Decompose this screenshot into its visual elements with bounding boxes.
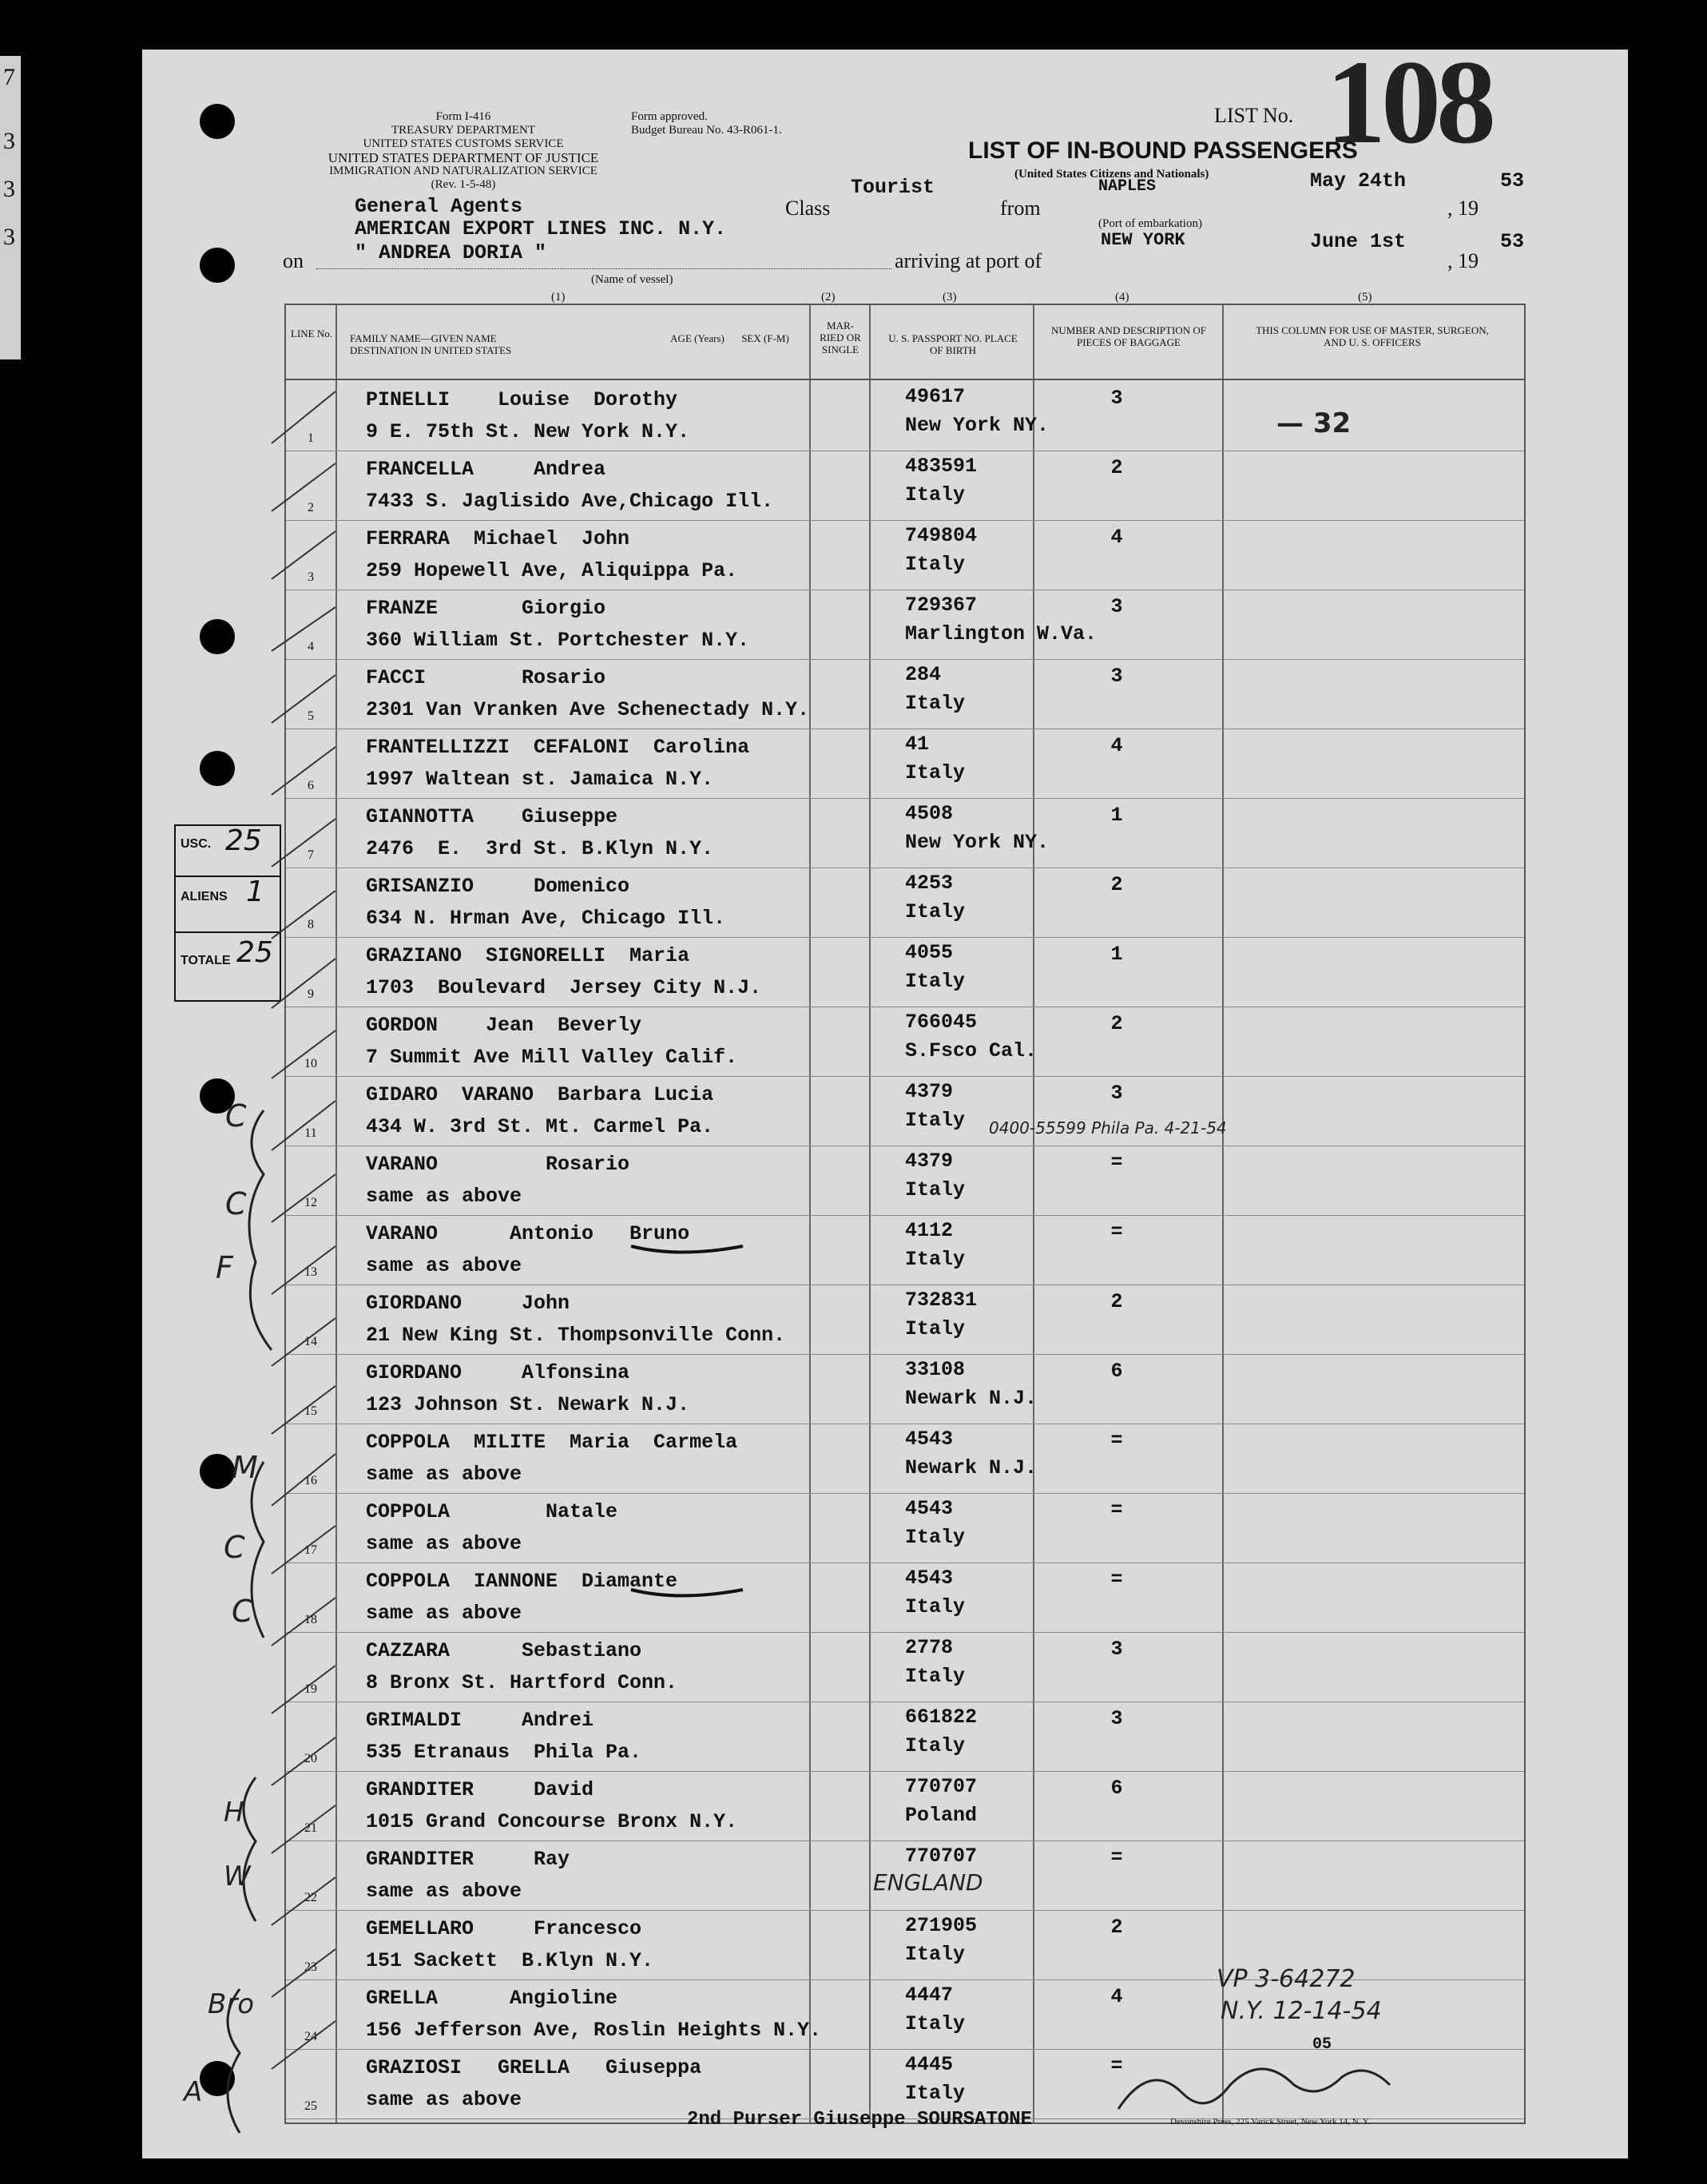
- header-age: AGE (Years): [670, 332, 724, 344]
- total-value: 25: [236, 936, 273, 969]
- baggage-count: =: [1110, 1846, 1123, 1869]
- place-of-birth: Italy: [905, 1248, 966, 1271]
- baggage-count: =: [1110, 1499, 1123, 1522]
- line-number: 25: [304, 2099, 317, 2113]
- passport-number: 284: [905, 663, 942, 686]
- passport-number: 766045: [905, 1011, 978, 1034]
- passenger-name: GIDARO VARANO Barbara Lucia: [366, 1083, 714, 1106]
- line-number: 12: [304, 1196, 317, 1209]
- baggage-count: 1: [1110, 804, 1123, 827]
- place-of-birth: Italy: [905, 1317, 966, 1340]
- passenger-name: COPPOLA MILITE Maria Carmela: [366, 1431, 738, 1454]
- passenger-name: FRANCELLA Andrea: [366, 458, 606, 481]
- passenger-name: FERRARA Michael John: [366, 527, 630, 550]
- page-title: LIST OF IN-BOUND PASSENGERS: [968, 137, 1358, 164]
- form-rev: (Rev. 1-5-48): [431, 178, 496, 191]
- baggage-count: 3: [1110, 1707, 1123, 1730]
- passport-number: 4543: [905, 1497, 954, 1520]
- header-passport: U. S. PASSPORT NO. PLACE OF BIRTH: [888, 332, 1018, 356]
- passport-number: 749804: [905, 524, 978, 547]
- line-number: 1: [308, 431, 314, 445]
- line-number: 7: [308, 848, 314, 862]
- passport-number: 4253: [905, 872, 954, 895]
- baggage-count: 4: [1110, 734, 1123, 757]
- page-subtitle: (United States Citizens and Nationals): [1014, 168, 1209, 181]
- passport-number: 729367: [905, 594, 978, 617]
- passenger-destination: 1997 Waltean st. Jamaica N.Y.: [366, 768, 714, 791]
- line-number: 3: [308, 570, 314, 584]
- svg-text:W: W: [224, 1860, 251, 1892]
- svg-text:C: C: [232, 1594, 253, 1629]
- baggage-count: 6: [1110, 1360, 1123, 1383]
- place-of-birth: Italy: [905, 1526, 966, 1549]
- arrive-year-prefix: , 19: [1447, 249, 1479, 272]
- line-number: 15: [304, 1404, 317, 1418]
- passenger-destination: 7433 S. Jaglisido Ave,Chicago Ill.: [366, 490, 774, 513]
- vessel-name: " ANDREA DORIA ": [355, 241, 547, 264]
- place-of-birth: Newark N.J.: [905, 1456, 1038, 1479]
- passenger-name: GRISANZIO Domenico: [366, 875, 630, 898]
- passenger-destination: 156 Jefferson Ave, Roslin Heights N.Y.: [366, 2019, 822, 2042]
- passport-number: 4112: [905, 1219, 954, 1242]
- place-of-birth: Poland: [905, 1804, 978, 1827]
- line-number: 2: [308, 501, 314, 514]
- aliens-label: ALIENS: [181, 890, 228, 903]
- passenger-destination: 360 William St. Portchester N.Y.: [366, 629, 750, 652]
- form-ins: IMMIGRATION AND NATURALIZATION SERVICE: [329, 165, 597, 177]
- svg-text:H: H: [224, 1797, 244, 1829]
- place-of-birth: Italy: [905, 1109, 966, 1132]
- passenger-destination: 259 Hopewell Ave, Aliquippa Pa.: [366, 559, 738, 582]
- baggage-count: 3: [1110, 387, 1123, 410]
- passenger-destination: 535 Etranaus Phila Pa.: [366, 1741, 642, 1764]
- passenger-destination: same as above: [366, 1254, 522, 1277]
- col-number-5: (5): [1358, 291, 1372, 304]
- usc-value: 25: [225, 824, 262, 857]
- visa-note-1: VP 3-64272: [1217, 1965, 1356, 1993]
- total-label: TOTALE: [181, 954, 231, 967]
- svg-text:A: A: [184, 2076, 203, 2108]
- svg-text:C: C: [224, 1530, 245, 1565]
- svg-text:M: M: [232, 1450, 258, 1485]
- passport-number: 271905: [905, 1914, 978, 1937]
- place-of-birth: Marlington W.Va.: [905, 622, 1098, 645]
- passenger-destination: same as above: [366, 1532, 522, 1555]
- passenger-name: GEMELLARO Francesco: [366, 1917, 642, 1940]
- port-caption: (Port of embarkation): [1098, 217, 1202, 230]
- arrive-year: 53: [1500, 230, 1525, 253]
- passenger-destination: same as above: [366, 1185, 522, 1208]
- form-justice: UNITED STATES DEPARTMENT OF JUSTICE: [328, 150, 599, 165]
- header-sex: SEX (F-M): [741, 332, 789, 344]
- baggage-count: 2: [1110, 1290, 1123, 1313]
- passport-number: 661822: [905, 1706, 978, 1729]
- from-label: from: [1000, 197, 1041, 220]
- header-line-no: LINE No.: [291, 328, 332, 340]
- baggage-count: 2: [1110, 1012, 1123, 1035]
- passport-number: 4543: [905, 1567, 954, 1590]
- baggage-count: 4: [1110, 526, 1123, 549]
- svg-text:F: F: [216, 1250, 233, 1285]
- agent-name: AMERICAN EXPORT LINES INC. N.Y.: [355, 217, 727, 240]
- passenger-name: COPPOLA IANNONE Diamante: [366, 1570, 678, 1593]
- baggage-count: =: [1110, 1568, 1123, 1591]
- form-approved: Form approved.: [631, 110, 708, 123]
- passenger-name: VARANO Antonio Bruno: [366, 1222, 690, 1245]
- passenger-name: GRANDITER Ray: [366, 1848, 570, 1871]
- passenger-destination: 151 Sackett B.Klyn N.Y.: [366, 1949, 654, 1972]
- on-label: on: [283, 249, 304, 272]
- passenger-name: FACCI Rosario: [366, 666, 606, 689]
- passport-number: 4055: [905, 941, 954, 964]
- passenger-destination: same as above: [366, 1602, 522, 1625]
- usc-label: USC.: [181, 837, 212, 851]
- signature-scribble: [1118, 2069, 1390, 2109]
- list-no-label: LIST No.: [1214, 104, 1294, 127]
- baggage-count: =: [1110, 1151, 1123, 1174]
- passport-number: 4447: [905, 1983, 954, 2007]
- passenger-name: GIORDANO John: [366, 1292, 570, 1315]
- form-budget: Budget Bureau No. 43-R061-1.: [631, 124, 782, 137]
- place-of-birth: Italy: [905, 900, 966, 923]
- passenger-name: FRANZE Giorgio: [366, 597, 606, 620]
- vessel-caption: (Name of vessel): [591, 273, 673, 286]
- arriving-value: NEW YORK: [1101, 230, 1185, 250]
- baggage-count: 4: [1110, 1985, 1123, 2008]
- place-of-birth: Italy: [905, 761, 966, 784]
- passport-number: 41: [905, 733, 930, 756]
- passenger-destination: 9 E. 75th St. New York N.Y.: [366, 420, 690, 443]
- line-number: 19: [304, 1682, 317, 1696]
- header-baggage: NUMBER AND DESCRIPTION OF PIECES OF BAGGAGE: [1051, 324, 1206, 348]
- header-married: MAR- RIED OR SINGLE: [820, 320, 861, 355]
- place-of-birth: Italy: [905, 1943, 966, 1966]
- passenger-destination: same as above: [366, 1880, 522, 1903]
- officer-note: — 32: [1276, 407, 1352, 439]
- line-number: 23: [304, 1960, 317, 1974]
- passenger-name: GRAZIANO SIGNORELLI Maria: [366, 944, 690, 967]
- line-number: 16: [304, 1474, 317, 1487]
- passenger-destination: 634 N. Hrman Ave, Chicago Ill.: [366, 907, 726, 930]
- code-note: 05: [1312, 2035, 1332, 2054]
- svg-text:C: C: [225, 1098, 247, 1134]
- place-of-birth: S.Fsco Cal.: [905, 1039, 1038, 1062]
- passenger-name: PINELLI Louise Dorothy: [366, 388, 678, 411]
- passenger-name: COPPOLA Natale: [366, 1500, 618, 1523]
- passenger-destination: same as above: [366, 2088, 522, 2111]
- passenger-destination: 1015 Grand Concourse Bronx N.Y.: [366, 1810, 738, 1833]
- line-number: 20: [304, 1752, 317, 1765]
- place-of-birth: Italy: [905, 1595, 966, 1618]
- class-label: Class: [785, 197, 831, 220]
- passport-number: 49617: [905, 385, 966, 408]
- line-number: 5: [308, 709, 314, 723]
- place-of-birth: Italy: [905, 483, 966, 506]
- baggage-count: =: [1110, 1429, 1123, 1452]
- row11-note: 0400-55599 Phila Pa. 4-21-54: [989, 1118, 1227, 1138]
- passenger-destination: 7 Summit Ave Mill Valley Calif.: [366, 1046, 738, 1069]
- place-of-birth: New York NY.: [905, 831, 1050, 854]
- passport-number: 4379: [905, 1150, 954, 1173]
- passenger-name: FRANTELLIZZI CEFALONI Carolina: [366, 736, 750, 759]
- depart-year: 53: [1500, 169, 1525, 193]
- passport-number: 4445: [905, 2053, 954, 2076]
- form-dept: TREASURY DEPARTMENT: [391, 124, 536, 137]
- baggage-count: =: [1110, 1221, 1123, 1244]
- passenger-name: GORDON Jean Beverly: [366, 1014, 642, 1037]
- line-number: 17: [304, 1543, 317, 1557]
- baggage-count: =: [1110, 2055, 1123, 2078]
- passport-number: 2778: [905, 1636, 954, 1659]
- place-of-birth: New York NY.: [905, 414, 1050, 437]
- col-number-1: (1): [551, 291, 566, 304]
- passenger-destination: 123 Johnson St. Newark N.J.: [366, 1393, 690, 1416]
- class-value: Tourist: [851, 176, 935, 199]
- passport-number: 732831: [905, 1289, 978, 1312]
- aliens-value: 1: [246, 876, 264, 908]
- passenger-destination: 21 New King St. Thompsonville Conn.: [366, 1324, 786, 1347]
- col-number-2: (2): [821, 291, 836, 304]
- from-value: NAPLES: [1098, 177, 1157, 196]
- col-number-4: (4): [1115, 291, 1129, 304]
- place-of-birth: Italy: [905, 1178, 966, 1201]
- adjacent-page-edge: 7 3 3 3: [0, 56, 21, 359]
- svg-text:Bro: Bro: [208, 1988, 255, 2020]
- general-agents: General Agents: [355, 195, 523, 218]
- passport-number: 4543: [905, 1428, 954, 1451]
- place-of-birth: Italy: [905, 1734, 966, 1757]
- form-service: UNITED STATES CUSTOMS SERVICE: [363, 137, 564, 150]
- passenger-name: GRELLA Angioline: [366, 1987, 618, 2010]
- svg-text:C: C: [225, 1186, 247, 1221]
- list-number: 108: [1326, 36, 1491, 169]
- line-number: 18: [304, 1613, 317, 1626]
- header-officers: THIS COLUMN FOR USE OF MASTER, SURGEON, AND U. S. OFFICERS: [1256, 324, 1489, 348]
- place-of-birth: Italy: [905, 970, 966, 993]
- header-name: FAMILY NAME—GIVEN NAME DESTINATION IN UNITED STATES: [350, 332, 512, 356]
- passport-number: 4508: [905, 802, 954, 825]
- line-number: 14: [304, 1335, 317, 1348]
- passenger-destination: 2476 E. 3rd St. B.Klyn N.Y.: [366, 837, 714, 860]
- baggage-count: 1: [1110, 943, 1123, 966]
- baggage-count: 2: [1110, 873, 1123, 896]
- arriving-label: arriving at port of: [895, 249, 1042, 272]
- baggage-count: 2: [1110, 456, 1123, 479]
- passenger-name: GIORDANO Alfonsina: [366, 1361, 630, 1384]
- passport-number: 33108: [905, 1358, 966, 1381]
- passport-number: 770707: [905, 1775, 978, 1798]
- baggage-count: 3: [1110, 1082, 1123, 1105]
- passenger-name: GRANDITER David: [366, 1778, 594, 1801]
- passport-number: 770707: [905, 1844, 978, 1868]
- passenger-destination: 8 Bronx St. Hartford Conn.: [366, 1671, 678, 1694]
- printer-line: Devonshire Press, 225 Varick Street, New York 14, N. Y.: [1170, 2117, 1371, 2126]
- form-number: Form I-416: [435, 110, 491, 123]
- line-number: 21: [304, 1821, 317, 1835]
- line-number: 24: [304, 2030, 317, 2043]
- place-of-birth: Newark N.J.: [905, 1387, 1038, 1410]
- passenger-name: GIANNOTTA Giuseppe: [366, 805, 618, 828]
- visa-note-2: N.Y. 12-14-54: [1221, 1997, 1382, 2025]
- line-number: 9: [308, 987, 314, 1001]
- baggage-count: 3: [1110, 665, 1123, 688]
- place-of-birth: Italy: [905, 1665, 966, 1688]
- line-number: 8: [308, 918, 314, 931]
- passport-number: 4379: [905, 1080, 954, 1103]
- depart-date: May 24th: [1310, 169, 1407, 193]
- line-number: 22: [304, 1891, 317, 1904]
- place-of-birth: Italy: [905, 2082, 966, 2105]
- passenger-destination: 434 W. 3rd St. Mt. Carmel Pa.: [366, 1115, 714, 1138]
- passenger-destination: 1703 Boulevard Jersey City N.J.: [366, 976, 762, 999]
- line-number: 11: [304, 1126, 317, 1140]
- baggage-count: 3: [1110, 1638, 1123, 1661]
- baggage-count: 3: [1110, 595, 1123, 618]
- purser-line: 2nd Purser Giuseppe SOURSATONE: [687, 2109, 1033, 2130]
- col-number-3: (3): [943, 291, 957, 304]
- passport-number: 483591: [905, 455, 978, 478]
- passenger-name: GRIMALDI Andrei: [366, 1709, 594, 1732]
- line-number: 10: [304, 1057, 317, 1070]
- baggage-count: 2: [1110, 1916, 1123, 1939]
- passenger-destination: same as above: [366, 1463, 522, 1486]
- arrive-date: June 1st: [1310, 230, 1407, 253]
- passenger-name: VARANO Rosario: [366, 1153, 630, 1176]
- passenger-destination: 2301 Van Vranken Ave Schenectady N.Y.: [366, 698, 810, 721]
- passenger-name: CAZZARA Sebastiano: [366, 1639, 642, 1662]
- depart-year-prefix: , 19: [1447, 197, 1479, 220]
- place-of-birth: Italy: [905, 2012, 966, 2035]
- place-of-birth: Italy: [905, 692, 966, 715]
- line-number: 6: [308, 779, 314, 792]
- line-number: 4: [308, 640, 314, 653]
- passenger-name: GRAZIOSI GRELLA Giuseppa: [366, 2056, 702, 2079]
- line-number: 13: [304, 1265, 317, 1279]
- row22-birth-handwritten: ENGLAND: [873, 1869, 983, 1896]
- baggage-count: 6: [1110, 1777, 1123, 1800]
- place-of-birth: Italy: [905, 553, 966, 576]
